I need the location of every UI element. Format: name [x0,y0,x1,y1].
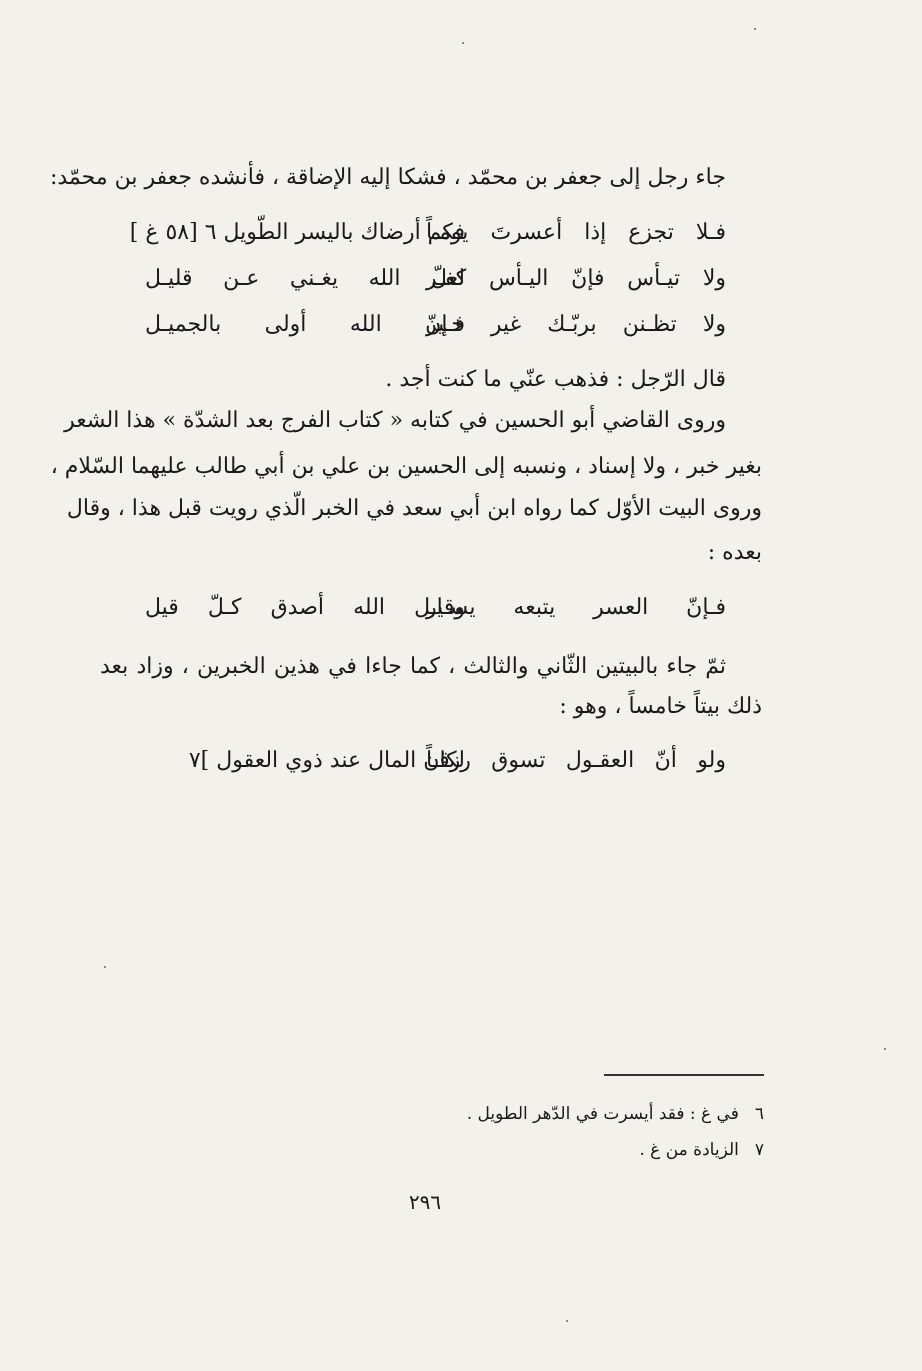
verse-3-first-hemistich: ولا تظـنن بربّـك غير خـير [426,312,726,337]
verse-2-first-hemistich: ولا تيـأس فإنّ اليـأس كفـر [426,266,726,291]
verse-5-first-hemistich: ولو أنّ العقـول تسوق رزقـاً [426,748,726,773]
verse-2-second-hemistich: لعلّ الله يغـني عـن قليـل [145,266,465,291]
footnote-number: ٦ [754,1104,764,1124]
verse-4-first-hemistich: فـإنّ العسر يتبعه يسـار [426,595,726,620]
page-number: ٢٩٦ [408,1190,442,1214]
verse-1-first-hemistich: فـلا تجزع إذا أعسرتَ يومـاً [426,220,726,245]
footnote-7 [639,1138,764,1162]
verse-3-second-hemistich: فـإنّ الله أولى بالجميـل [145,312,465,337]
verse-1-second-hemistich: فكم أرضاك باليسر الطّويل ٦ [٥٨ غ ] [129,220,465,245]
paragraph-3-line-2: ذلك بيتاً خامساً ، وهو : [559,694,762,719]
verse-5-second-hemistich: لكان المال عند ذوي العقول ]٧ [188,748,465,773]
footnote-6 [467,1102,764,1126]
footnote-separator [604,1074,764,1076]
paragraph-2-line-2: بغير خبر ، ولا إسناد ، ونسبه إلى الحسين بن علي بن أبي طالب عليهما السّلام ، [50,454,762,479]
paper-speck [884,1048,886,1050]
verse-4-second-hemistich: وقيـل الله أصدق كـلّ قيل [145,595,465,620]
footnote-text: الزيادة من غ . [639,1140,739,1160]
paper-speck [462,42,464,44]
footnote-number: ٧ [754,1140,764,1160]
paragraph-3-line-1: ثمّ جاء بالبيتين الثّاني والثالث ، كما جاءا في هذين الخبرين ، وزاد بعد [100,654,726,679]
paper-speck [104,966,106,968]
paragraph-2-line-4: بعده : [707,540,762,565]
paragraph-2-line-1: وروى القاضي أبو الحسين في كتابه « كتاب الفرج بعد الشدّة » هذا الشعر [64,408,726,433]
paper-speck [566,1320,568,1322]
intro-line: جاء رجل إلى جعفر بن محمّد ، فشكا إليه الإضاقة ، فأنشده جعفر بن محمّد: [49,165,726,190]
footnote-text: في غ : فقد أيسرت في الدّهر الطويل . [466,1104,739,1124]
paragraph-2-line-3: وروى البيت الأوّل كما رواه ابن أبي سعد في الخبر الّذي رويت قبل هذا ، وقال [66,496,762,521]
after-verses-line: قال الرّجل : فذهب عنّي ما كنت أجد . [385,367,726,392]
paper-speck [754,28,756,30]
